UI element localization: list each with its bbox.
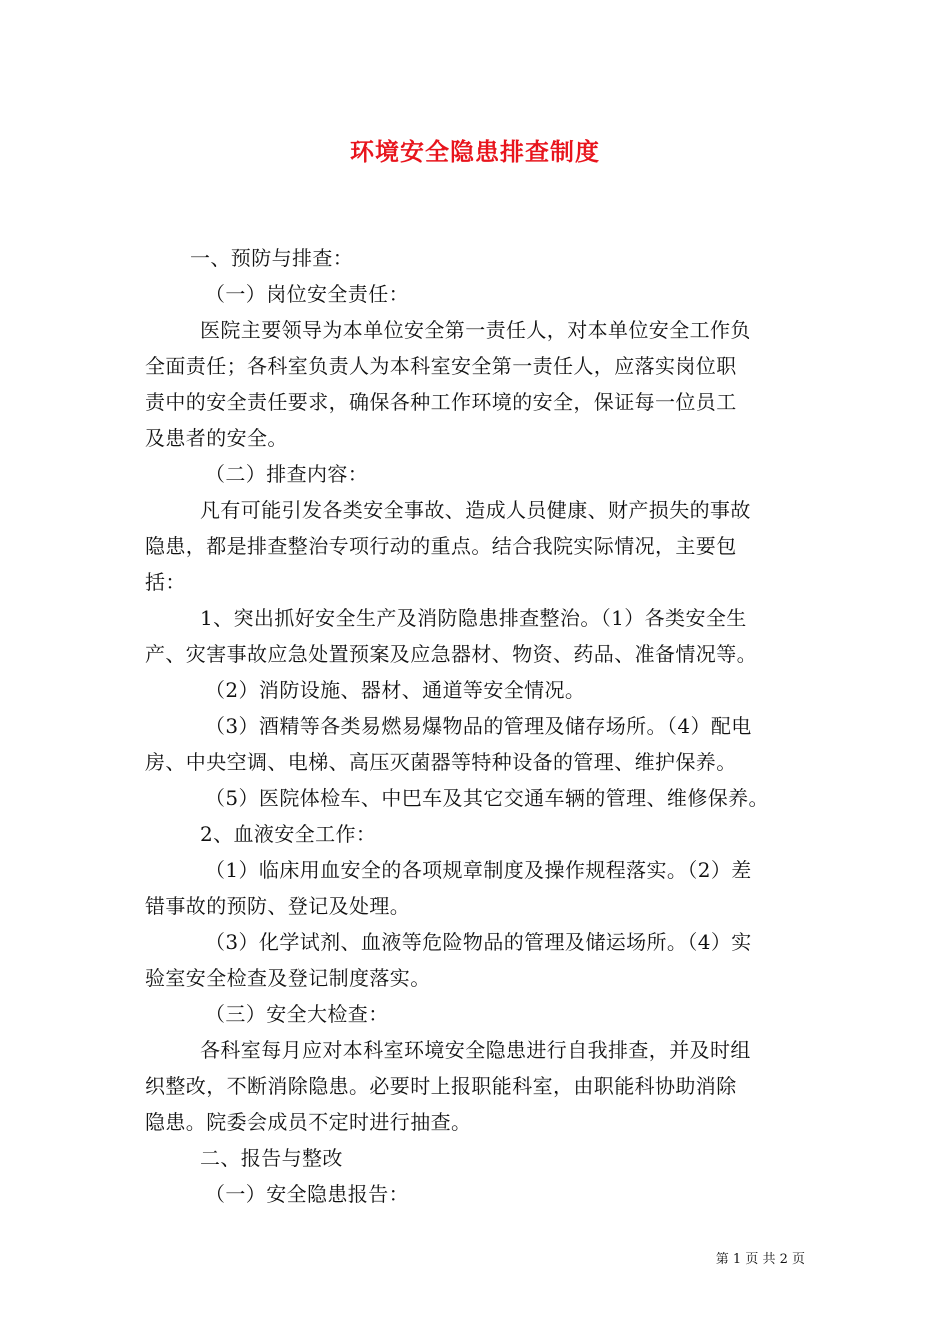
list-item-line: 1、突出抓好安全生产及消防隐患排查整治。（1）各类安全生 [200,606,747,630]
paragraph-line: 织整改，不断消除隐患。必要时上报职能科室，由职能科协助消除 [145,1074,737,1098]
subsection-heading: （一）岗位安全责任： [205,282,409,306]
paragraph-line: 各科室每月应对本科室环境安全隐患进行自我排查，并及时组 [200,1038,751,1062]
paragraph-line: 隐患。院委会成员不定时进行抽查。 [145,1110,472,1134]
subsection-heading: （三）安全大检查： [205,1002,389,1026]
list-item-line: 错事故的预防、登记及处理。 [145,894,411,918]
list-item-line: 产、灾害事故应急处置预案及应急器材、物资、药品、准备情况等。 [145,642,757,666]
list-item-line: （3）酒精等各类易燃易爆物品的管理及储存场所。（4）配电 [205,714,752,738]
list-item-line: （1）临床用血安全的各项规章制度及操作规程落实。（2）差 [205,858,752,882]
paragraph-line: 隐患，都是排查整治专项行动的重点。结合我院实际情况，主要包 [145,534,737,558]
document-title: 环境安全隐患排查制度 [350,137,600,166]
paragraph-line: 全面责任；各科室负责人为本科室安全第一责任人，应落实岗位职 [145,354,737,378]
list-item-line: 2、血液安全工作： [200,822,377,846]
list-item-line: 房、中央空调、电梯、高压灭菌器等特种设备的管理、维护保养。 [145,750,737,774]
paragraph-line: 责中的安全责任要求，确保各种工作环境的安全，保证每一位员工 [145,390,737,414]
paragraph-line: 凡有可能引发各类安全事故、造成人员健康、财产损失的事故 [200,498,751,522]
paragraph-line: 及患者的安全。 [145,426,288,450]
section-heading: 一、预防与排查： [190,246,354,270]
list-item-line: （2）消防设施、器材、通道等安全情况。 [205,678,586,702]
paragraph-line: 括： [145,570,186,594]
page-number-footer: 第 1 页 共 2 页 [715,1252,805,1267]
section-heading: 二、报告与整改 [200,1146,343,1170]
list-item-line: （3）化学试剂、血液等危险物品的管理及储运场所。（4）实 [205,930,752,954]
paragraph-line: 医院主要领导为本单位安全第一责任人，对本单位安全工作负 [200,318,751,342]
subsection-heading: （一）安全隐患报告： [205,1182,409,1206]
subsection-heading: （二）排查内容： [205,462,369,486]
document-body [145,240,815,1212]
list-item-line: （5）医院体检车、中巴车及其它交通车辆的管理、维修保养。 [205,786,769,810]
list-item-line: 验室安全检查及登记制度落实。 [145,966,431,990]
